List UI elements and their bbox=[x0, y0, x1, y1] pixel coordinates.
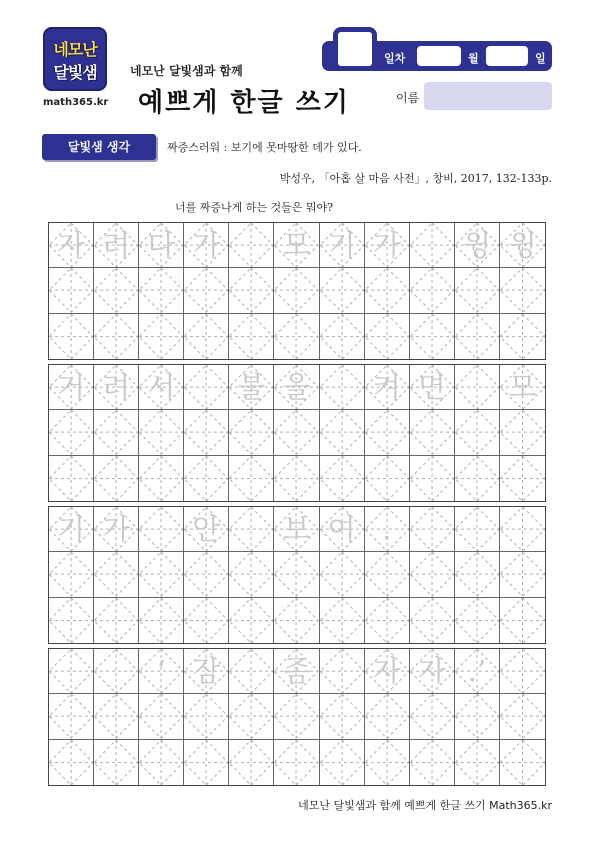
writing-cell[interactable] bbox=[184, 598, 229, 643]
writing-cell[interactable] bbox=[410, 649, 455, 693]
writing-cell[interactable] bbox=[500, 649, 545, 693]
writing-cell[interactable] bbox=[365, 223, 410, 267]
writing-cell[interactable] bbox=[229, 365, 274, 409]
writing-cell[interactable] bbox=[500, 507, 545, 551]
writing-cell[interactable] bbox=[229, 740, 274, 785]
writing-cell[interactable] bbox=[94, 740, 139, 785]
writing-cell[interactable] bbox=[94, 649, 139, 693]
writing-cell[interactable] bbox=[139, 740, 184, 785]
name-field[interactable] bbox=[424, 82, 552, 110]
trace-character: 윙 bbox=[462, 228, 491, 262]
writing-cell[interactable] bbox=[455, 314, 500, 359]
trace-character: 안 bbox=[192, 512, 221, 546]
writing-cell[interactable] bbox=[274, 456, 319, 501]
writing-cell[interactable] bbox=[139, 507, 184, 551]
writing-cell[interactable] bbox=[139, 649, 184, 693]
logo-text-line2: 달빛샘 bbox=[53, 63, 97, 82]
writing-cell[interactable] bbox=[49, 268, 94, 312]
writing-cell[interactable] bbox=[500, 268, 545, 312]
writing-cell[interactable] bbox=[320, 314, 365, 359]
practice-row bbox=[49, 740, 545, 785]
month-label: 월 bbox=[468, 52, 479, 65]
writing-cell[interactable] bbox=[184, 507, 229, 551]
writing-grid bbox=[48, 648, 546, 786]
writing-cell[interactable] bbox=[94, 314, 139, 359]
writing-cell[interactable] bbox=[229, 223, 274, 267]
writing-cell[interactable] bbox=[94, 365, 139, 409]
writing-cell[interactable] bbox=[320, 223, 365, 267]
writing-cell[interactable] bbox=[139, 268, 184, 312]
writing-cell[interactable] bbox=[500, 314, 545, 359]
writing-cell[interactable] bbox=[410, 598, 455, 643]
trace-character: 여 bbox=[327, 512, 356, 546]
trace-character: 기 bbox=[327, 228, 356, 262]
logo-text-line1: 네모난 bbox=[53, 40, 97, 59]
trace-character: 다 bbox=[147, 228, 176, 262]
writing-cell[interactable] bbox=[184, 268, 229, 312]
writing-cell[interactable] bbox=[365, 740, 410, 785]
writing-cell[interactable] bbox=[365, 365, 410, 409]
writing-cell[interactable] bbox=[500, 598, 545, 643]
writing-cell[interactable] bbox=[320, 268, 365, 312]
practice-row bbox=[49, 598, 545, 643]
writing-cell[interactable] bbox=[274, 649, 319, 693]
trace-character: 을 bbox=[282, 370, 311, 404]
writing-cell[interactable] bbox=[139, 456, 184, 501]
writing-cell[interactable] bbox=[94, 410, 139, 454]
writing-cell[interactable] bbox=[139, 365, 184, 409]
writing-cell[interactable] bbox=[184, 410, 229, 454]
trace-character: 서 bbox=[147, 370, 176, 404]
writing-cell[interactable] bbox=[184, 223, 229, 267]
trace-character: 려 bbox=[102, 370, 131, 404]
trace-character: 잠 bbox=[192, 654, 221, 688]
writing-cell[interactable] bbox=[94, 694, 139, 738]
trace-character: .’ bbox=[467, 654, 487, 688]
trace-row bbox=[49, 223, 545, 268]
writing-cell[interactable] bbox=[229, 507, 274, 551]
writing-cell[interactable] bbox=[455, 694, 500, 738]
writing-cell[interactable] bbox=[410, 507, 455, 551]
prompt-question: 너를 짜증나게 하는 것들은 뭐야? bbox=[175, 201, 334, 214]
trace-character: 켜 bbox=[372, 370, 401, 404]
writing-cell[interactable] bbox=[320, 507, 365, 551]
writing-cell[interactable] bbox=[455, 223, 500, 267]
writing-cell[interactable] bbox=[274, 314, 319, 359]
writing-cell[interactable] bbox=[229, 552, 274, 596]
trace-character: 불 bbox=[237, 370, 266, 404]
writing-cell[interactable] bbox=[274, 740, 319, 785]
writing-cell[interactable] bbox=[320, 598, 365, 643]
writing-cell[interactable] bbox=[184, 365, 229, 409]
writing-cell[interactable] bbox=[410, 740, 455, 785]
writing-cell[interactable] bbox=[139, 694, 184, 738]
writing-cell[interactable] bbox=[410, 410, 455, 454]
trace-character: 자 bbox=[417, 654, 446, 688]
writing-cell[interactable] bbox=[500, 410, 545, 454]
writing-cell[interactable] bbox=[274, 552, 319, 596]
writing-cell[interactable] bbox=[455, 598, 500, 643]
writing-cell[interactable] bbox=[139, 552, 184, 596]
source-citation: 박성우, 「아홉 살 마음 사전」, 창비, 2017, 132-133p. bbox=[279, 172, 552, 185]
trace-row bbox=[49, 507, 545, 552]
writing-cell[interactable] bbox=[365, 649, 410, 693]
writing-cell[interactable] bbox=[184, 649, 229, 693]
logo bbox=[43, 27, 107, 91]
name-label: 이름 bbox=[396, 91, 420, 105]
writing-cell[interactable] bbox=[410, 314, 455, 359]
trace-character: 모 bbox=[282, 228, 311, 262]
writing-cell[interactable] bbox=[320, 456, 365, 501]
writing-cell[interactable] bbox=[500, 552, 545, 596]
header-subtitle: 네모난 달빛샘과 함께 bbox=[130, 64, 243, 78]
trace-row bbox=[49, 365, 545, 410]
writing-cell[interactable] bbox=[49, 649, 94, 693]
writing-grid bbox=[48, 506, 546, 644]
writing-cell[interactable] bbox=[320, 365, 365, 409]
writing-cell[interactable] bbox=[49, 598, 94, 643]
writing-cell[interactable] bbox=[49, 410, 94, 454]
writing-cell[interactable] bbox=[229, 410, 274, 454]
trace-character: 윙 bbox=[508, 228, 537, 262]
section-tag: 달빛샘 생각 bbox=[42, 134, 156, 160]
writing-cell[interactable] bbox=[365, 314, 410, 359]
trace-character: 가 bbox=[102, 512, 131, 546]
trace-character: 모 bbox=[508, 370, 537, 404]
writing-cell[interactable] bbox=[500, 365, 545, 409]
writing-cell[interactable] bbox=[365, 552, 410, 596]
writing-cell[interactable] bbox=[455, 456, 500, 501]
writing-cell[interactable] bbox=[49, 456, 94, 501]
page-title: 예쁘게 한글 쓰기 bbox=[138, 88, 350, 118]
trace-character: ‘ bbox=[156, 654, 166, 688]
trace-character: 려 bbox=[102, 228, 131, 262]
writing-cell[interactable] bbox=[455, 365, 500, 409]
writing-cell[interactable] bbox=[184, 552, 229, 596]
writing-cell[interactable] bbox=[229, 268, 274, 312]
writing-cell[interactable] bbox=[455, 507, 500, 551]
trace-character: 가 bbox=[372, 228, 401, 262]
writing-cell[interactable] bbox=[229, 649, 274, 693]
writing-cell[interactable] bbox=[410, 268, 455, 312]
day-number-field[interactable] bbox=[333, 27, 377, 71]
writing-cell[interactable] bbox=[229, 456, 274, 501]
month-field[interactable] bbox=[417, 46, 461, 66]
writing-cell[interactable] bbox=[365, 456, 410, 501]
writing-cell[interactable] bbox=[184, 694, 229, 738]
writing-cell[interactable] bbox=[94, 598, 139, 643]
writing-cell[interactable] bbox=[94, 268, 139, 312]
writing-cell[interactable] bbox=[455, 268, 500, 312]
writing-cell[interactable] bbox=[229, 694, 274, 738]
writing-cell[interactable] bbox=[49, 223, 94, 267]
day-label: 일차 bbox=[384, 52, 406, 65]
writing-cell[interactable] bbox=[320, 740, 365, 785]
writing-cell[interactable] bbox=[410, 365, 455, 409]
writing-cell[interactable] bbox=[229, 314, 274, 359]
writing-cell[interactable] bbox=[500, 740, 545, 785]
writing-cell[interactable] bbox=[320, 694, 365, 738]
writing-cell[interactable] bbox=[500, 456, 545, 501]
date-label: 일 bbox=[535, 52, 546, 65]
writing-cell[interactable] bbox=[49, 314, 94, 359]
trace-character: 자 bbox=[57, 228, 86, 262]
writing-cell[interactable] bbox=[49, 507, 94, 551]
writing-cell[interactable] bbox=[274, 507, 319, 551]
date-field[interactable] bbox=[486, 46, 528, 66]
writing-cell[interactable] bbox=[229, 598, 274, 643]
writing-cell[interactable] bbox=[184, 740, 229, 785]
writing-cell[interactable] bbox=[274, 268, 319, 312]
writing-cell[interactable] bbox=[455, 552, 500, 596]
writing-cell[interactable] bbox=[94, 223, 139, 267]
writing-cell[interactable] bbox=[410, 456, 455, 501]
writing-cell[interactable] bbox=[500, 694, 545, 738]
word-definition: 짜증스러워 : 보기에 못마땅한 데가 있다. bbox=[167, 141, 362, 154]
writing-cell[interactable] bbox=[139, 314, 184, 359]
writing-grid bbox=[48, 364, 546, 502]
logo-url: math365.kr bbox=[43, 97, 109, 108]
writing-cell[interactable] bbox=[410, 552, 455, 596]
writing-cell[interactable] bbox=[274, 365, 319, 409]
writing-cell[interactable] bbox=[320, 649, 365, 693]
writing-cell[interactable] bbox=[455, 410, 500, 454]
writing-cell[interactable] bbox=[365, 507, 410, 551]
writing-cell[interactable] bbox=[274, 598, 319, 643]
trace-character: 기 bbox=[57, 512, 86, 546]
writing-cell[interactable] bbox=[365, 410, 410, 454]
writing-cell[interactable] bbox=[274, 694, 319, 738]
trace-character: . bbox=[382, 512, 392, 546]
footer-text: 네모난 달빛샘과 함께 예쁘게 한글 쓰기 Math365.kr bbox=[298, 799, 552, 812]
writing-cell[interactable] bbox=[139, 410, 184, 454]
trace-character: 자 bbox=[372, 654, 401, 688]
trace-character: 가 bbox=[192, 228, 221, 262]
writing-cell[interactable] bbox=[410, 694, 455, 738]
practice-row bbox=[49, 268, 545, 313]
writing-cell[interactable] bbox=[94, 507, 139, 551]
practice-row bbox=[49, 552, 545, 597]
practice-row bbox=[49, 410, 545, 455]
writing-cell[interactable] bbox=[94, 456, 139, 501]
writing-cell[interactable] bbox=[500, 223, 545, 267]
writing-cell[interactable] bbox=[49, 365, 94, 409]
practice-row bbox=[49, 314, 545, 359]
practice-row bbox=[49, 456, 545, 501]
writing-cell[interactable] bbox=[184, 314, 229, 359]
writing-cell[interactable] bbox=[49, 740, 94, 785]
trace-character: 보 bbox=[282, 512, 311, 546]
practice-row bbox=[49, 694, 545, 739]
trace-row bbox=[49, 649, 545, 694]
writing-cell[interactable] bbox=[365, 268, 410, 312]
writing-cell[interactable] bbox=[49, 552, 94, 596]
writing-cell[interactable] bbox=[455, 740, 500, 785]
trace-character: 면 bbox=[417, 370, 446, 404]
trace-character: 거 bbox=[57, 370, 86, 404]
writing-cell[interactable] bbox=[365, 694, 410, 738]
writing-cell[interactable] bbox=[139, 223, 184, 267]
writing-cell[interactable] bbox=[320, 410, 365, 454]
trace-character: 좀 bbox=[282, 654, 311, 688]
writing-cell[interactable] bbox=[365, 598, 410, 643]
writing-cell[interactable] bbox=[274, 410, 319, 454]
writing-cell[interactable] bbox=[184, 456, 229, 501]
writing-cell[interactable] bbox=[274, 223, 319, 267]
writing-cell[interactable] bbox=[94, 552, 139, 596]
writing-cell[interactable] bbox=[410, 223, 455, 267]
writing-cell[interactable] bbox=[49, 694, 94, 738]
writing-cell[interactable] bbox=[320, 552, 365, 596]
writing-cell[interactable] bbox=[139, 598, 184, 643]
writing-cell[interactable] bbox=[455, 649, 500, 693]
writing-grid bbox=[48, 222, 546, 360]
